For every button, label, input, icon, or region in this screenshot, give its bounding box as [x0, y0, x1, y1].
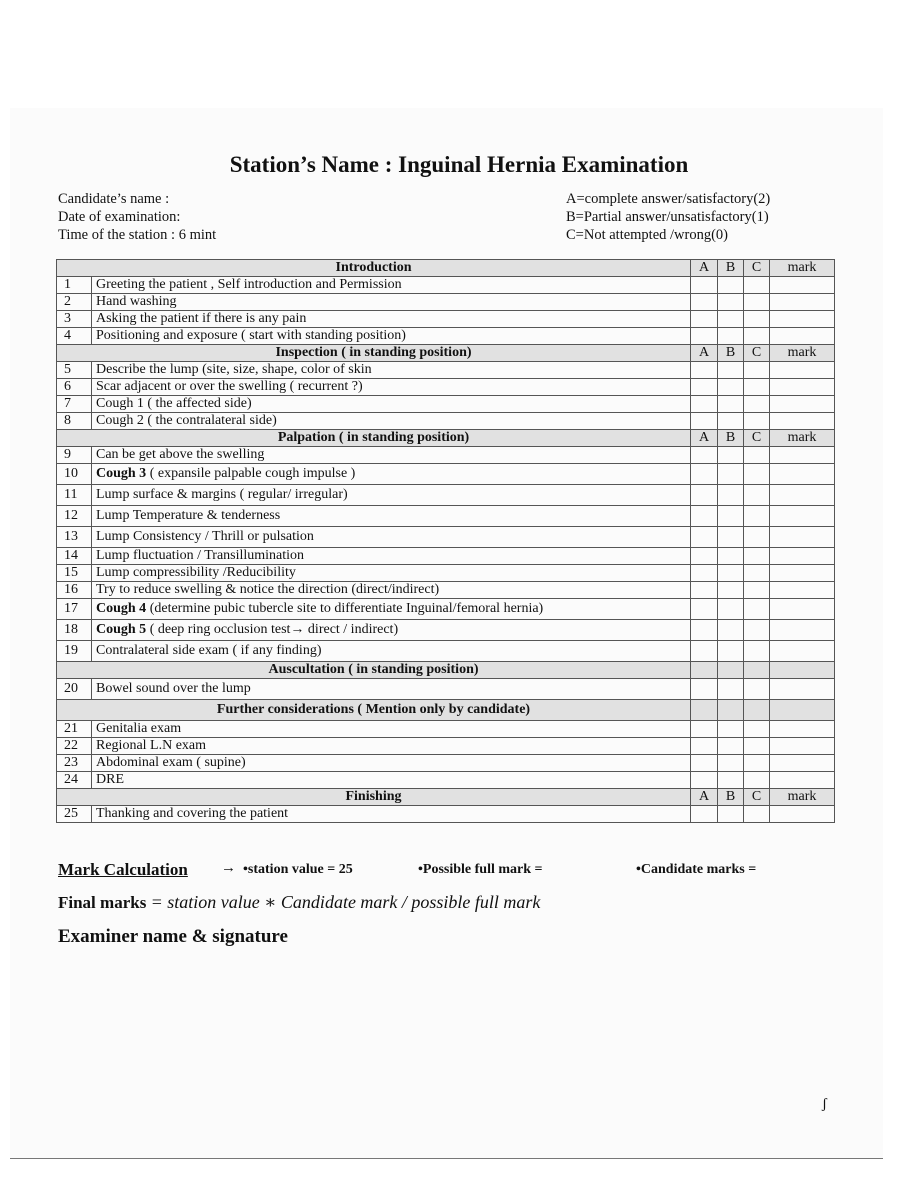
- cell-a[interactable]: [691, 413, 718, 430]
- cell-mark[interactable]: [770, 379, 835, 396]
- table-row: [57, 738, 835, 755]
- cell-mark[interactable]: [770, 311, 835, 328]
- grading-legend: [566, 190, 770, 244]
- cell-c[interactable]: [744, 485, 770, 506]
- cell-c[interactable]: [744, 413, 770, 430]
- col-c-header: C: [744, 430, 770, 447]
- cell-mark[interactable]: [770, 362, 835, 379]
- col-mark-header: mark: [770, 260, 835, 277]
- item-number: 23: [57, 755, 92, 772]
- item-number: 9: [57, 447, 92, 464]
- page-title: Station’s Name : Inguinal Hernia Examination: [229, 152, 689, 177]
- col-a-header: A: [691, 430, 718, 447]
- cell-b[interactable]: [718, 328, 744, 345]
- table-row: [57, 396, 835, 413]
- cell-b[interactable]: [718, 464, 744, 485]
- cell-c[interactable]: [744, 679, 770, 700]
- table-row: [57, 582, 835, 599]
- cell-a[interactable]: [691, 806, 718, 823]
- cell-c[interactable]: [744, 582, 770, 599]
- section-title: Further considerations ( Mention only by candidate): [57, 700, 691, 721]
- item-text: Cough 2 ( the contralateral side): [92, 413, 691, 430]
- cell-c[interactable]: [744, 277, 770, 294]
- table-row: [57, 328, 835, 345]
- cell-a[interactable]: [691, 527, 718, 548]
- item-text: Positioning and exposure ( start with standing position): [92, 328, 691, 345]
- table-row: [57, 527, 835, 548]
- item-text: [92, 464, 691, 485]
- cell-b[interactable]: [718, 379, 744, 396]
- cell-mark[interactable]: [770, 721, 835, 738]
- item-number: 18: [57, 620, 92, 641]
- section-header-auscultation: [57, 662, 835, 679]
- section-header-further: [57, 700, 835, 721]
- cell-a[interactable]: [691, 485, 718, 506]
- item-number: 15: [57, 565, 92, 582]
- item-text: Scar adjacent or over the swelling ( recurrent ?): [92, 379, 691, 396]
- legend-a: A=complete answer/satisfactory(2): [566, 191, 771, 207]
- col-b-header: [718, 662, 744, 679]
- cell-a[interactable]: [691, 362, 718, 379]
- item-text: Thanking and covering the patient: [92, 806, 691, 823]
- item-bold-text: Cough 4: [96, 601, 147, 616]
- item-text: Genitalia exam: [92, 721, 691, 738]
- item-text: Greeting the patient , Self introduction and Permission: [92, 277, 691, 294]
- cell-b[interactable]: [718, 772, 744, 789]
- item-number: 11: [57, 485, 92, 506]
- exam-date-label: Date of examination:: [58, 209, 181, 225]
- item-number: 5: [57, 362, 92, 379]
- cell-b[interactable]: [718, 620, 744, 641]
- cell-c[interactable]: [744, 721, 770, 738]
- cell-b[interactable]: [718, 679, 744, 700]
- cell-b[interactable]: [718, 641, 744, 662]
- item-number: 3: [57, 311, 92, 328]
- item-rest-text: (determine pubic tubercle site to differentiate Inguinal/femoral hernia): [146, 601, 544, 616]
- cell-c[interactable]: [744, 464, 770, 485]
- cell-b[interactable]: [718, 447, 744, 464]
- cell-mark[interactable]: [770, 582, 835, 599]
- cell-c[interactable]: [744, 641, 770, 662]
- cell-b[interactable]: [718, 294, 744, 311]
- col-b-header: B: [718, 345, 744, 362]
- exam-checklist-table: [56, 259, 835, 823]
- examiner-signature-label: Examiner name & signature: [58, 926, 288, 947]
- cell-mark[interactable]: [770, 277, 835, 294]
- item-text: Bowel sound over the lump: [92, 679, 691, 700]
- candidate-marks: •Candidate marks =: [636, 862, 757, 877]
- item-text: Lump fluctuation / Transillumination: [92, 548, 691, 565]
- item-number: 10: [57, 464, 92, 485]
- cell-a[interactable]: [691, 447, 718, 464]
- cell-b[interactable]: [718, 721, 744, 738]
- cell-b[interactable]: [718, 506, 744, 527]
- cell-mark[interactable]: [770, 485, 835, 506]
- cell-mark[interactable]: [770, 679, 835, 700]
- section-title: Introduction: [57, 260, 691, 277]
- cell-mark[interactable]: [770, 328, 835, 345]
- cell-a[interactable]: [691, 379, 718, 396]
- table-row: [57, 447, 835, 464]
- cell-c[interactable]: [744, 620, 770, 641]
- cell-c[interactable]: [744, 599, 770, 620]
- section-header-finishing: [57, 789, 835, 806]
- col-mark-header: mark: [770, 789, 835, 806]
- section-title: Inspection ( in standing position): [57, 345, 691, 362]
- cell-a[interactable]: [691, 506, 718, 527]
- col-mark-header: mark: [770, 345, 835, 362]
- item-number: 16: [57, 582, 92, 599]
- item-text: Hand washing: [92, 294, 691, 311]
- item-number: 1: [57, 277, 92, 294]
- possible-full-mark: •Possible full mark =: [418, 862, 543, 877]
- table-row: [57, 641, 835, 662]
- table-row: [57, 679, 835, 700]
- col-b-header: [718, 700, 744, 721]
- item-number: 13: [57, 527, 92, 548]
- cell-mark[interactable]: [770, 396, 835, 413]
- table-row: [57, 464, 835, 485]
- table-row: [57, 413, 835, 430]
- cell-a[interactable]: [691, 679, 718, 700]
- item-bold-text: Cough 5: [96, 622, 147, 637]
- cell-b[interactable]: [718, 277, 744, 294]
- item-text: Cough 1 ( the affected side): [92, 396, 691, 413]
- cell-c[interactable]: [744, 328, 770, 345]
- cell-mark[interactable]: [770, 294, 835, 311]
- cell-c[interactable]: [744, 447, 770, 464]
- item-number: 14: [57, 548, 92, 565]
- col-c-header: [744, 700, 770, 721]
- legend-b: B=Partial answer/unsatisfactory(1): [566, 209, 769, 225]
- cell-a[interactable]: [691, 620, 718, 641]
- item-text: Lump Temperature & tenderness: [92, 506, 691, 527]
- table-row: [57, 806, 835, 823]
- item-number: 17: [57, 599, 92, 620]
- cell-a[interactable]: [691, 294, 718, 311]
- cell-b[interactable]: [718, 582, 744, 599]
- table-row: [57, 721, 835, 738]
- col-c-header: C: [744, 260, 770, 277]
- table-row: [57, 362, 835, 379]
- table-row: [57, 548, 835, 565]
- mark-calculation: [58, 860, 858, 882]
- cell-a[interactable]: [691, 582, 718, 599]
- cell-c[interactable]: [744, 806, 770, 823]
- col-a-header: A: [691, 345, 718, 362]
- cell-mark[interactable]: [770, 506, 835, 527]
- item-text: Contralateral side exam ( if any finding): [92, 641, 691, 662]
- table-row: [57, 755, 835, 772]
- item-text: Describe the lump (site, size, shape, color of skin: [92, 362, 691, 379]
- cell-a[interactable]: [691, 721, 718, 738]
- cell-b[interactable]: [718, 565, 744, 582]
- item-text: [92, 599, 691, 620]
- col-a-header: A: [691, 260, 718, 277]
- col-c-header: C: [744, 789, 770, 806]
- cell-mark[interactable]: [770, 599, 835, 620]
- item-number: 6: [57, 379, 92, 396]
- item-text: DRE: [92, 772, 691, 789]
- item-number: 8: [57, 413, 92, 430]
- section-header-inspection: [57, 345, 835, 362]
- table-row: [57, 379, 835, 396]
- cell-b[interactable]: [718, 527, 744, 548]
- cell-a[interactable]: [691, 311, 718, 328]
- cell-b[interactable]: [718, 738, 744, 755]
- item-bold-text: Cough 3: [96, 466, 147, 481]
- arrow-icon: →: [221, 860, 236, 876]
- cell-c[interactable]: [744, 294, 770, 311]
- col-b-header: B: [718, 789, 744, 806]
- cell-mark[interactable]: [770, 548, 835, 565]
- cell-mark[interactable]: [770, 413, 835, 430]
- item-rest-text: ( deep ring occlusion test→ direct / indirect): [146, 622, 399, 637]
- col-c-header: C: [744, 345, 770, 362]
- cell-mark[interactable]: [770, 527, 835, 548]
- section-header-palpation: [57, 430, 835, 447]
- col-mark-header: [770, 662, 835, 679]
- cell-b[interactable]: [718, 755, 744, 772]
- item-number: 22: [57, 738, 92, 755]
- item-number: 12: [57, 506, 92, 527]
- candidate-info: [58, 190, 216, 244]
- cell-a[interactable]: [691, 328, 718, 345]
- item-text: Abdominal exam ( supine): [92, 755, 691, 772]
- cell-b[interactable]: [718, 396, 744, 413]
- col-a-header: [691, 700, 718, 721]
- item-text: Can be get above the swelling: [92, 447, 691, 464]
- table-row: [57, 485, 835, 506]
- col-mark-header: [770, 700, 835, 721]
- legend-c: C=Not attempted /wrong(0): [566, 227, 729, 243]
- cell-a[interactable]: [691, 396, 718, 413]
- cell-b[interactable]: [718, 548, 744, 565]
- cell-a[interactable]: [691, 599, 718, 620]
- candidate-name-label: Candidate’s name :: [58, 191, 170, 207]
- table-row: [57, 772, 835, 789]
- col-b-header: B: [718, 260, 744, 277]
- cell-mark[interactable]: [770, 806, 835, 823]
- col-a-header: A: [691, 789, 718, 806]
- cell-a[interactable]: [691, 641, 718, 662]
- mark-calculation-label: Mark Calculation: [58, 860, 188, 879]
- cell-c[interactable]: [744, 738, 770, 755]
- cell-b[interactable]: [718, 806, 744, 823]
- item-text: Regional L.N exam: [92, 738, 691, 755]
- cell-c[interactable]: [744, 565, 770, 582]
- cell-mark[interactable]: [770, 772, 835, 789]
- cell-mark[interactable]: [770, 738, 835, 755]
- item-number: 21: [57, 721, 92, 738]
- item-text: [92, 620, 691, 641]
- cell-a[interactable]: [691, 548, 718, 565]
- divider: [10, 1158, 883, 1159]
- item-number: 24: [57, 772, 92, 789]
- item-text: Asking the patient if there is any pain: [92, 311, 691, 328]
- item-number: 20: [57, 679, 92, 700]
- cell-c[interactable]: [744, 772, 770, 789]
- table-row: [57, 311, 835, 328]
- page-number: ʃ: [822, 1096, 827, 1112]
- cell-c[interactable]: [744, 396, 770, 413]
- section-title: Finishing: [57, 789, 691, 806]
- cell-mark[interactable]: [770, 464, 835, 485]
- final-marks-expression: = station value ∗ Candidate mark / possible full mark: [150, 892, 541, 912]
- station-time-label: Time of the station : 6 mint: [58, 227, 217, 243]
- cell-c[interactable]: [744, 311, 770, 328]
- col-c-header: [744, 662, 770, 679]
- section-title: Palpation ( in standing position): [57, 430, 691, 447]
- item-number: 4: [57, 328, 92, 345]
- item-number: 25: [57, 806, 92, 823]
- cell-a[interactable]: [691, 755, 718, 772]
- table-row: [57, 565, 835, 582]
- cell-mark[interactable]: [770, 565, 835, 582]
- col-mark-header: mark: [770, 430, 835, 447]
- final-marks-label: Final marks: [58, 893, 147, 912]
- cell-b[interactable]: [718, 311, 744, 328]
- cell-c[interactable]: [744, 527, 770, 548]
- item-text: Lump Consistency / Thrill or pulsation: [92, 527, 691, 548]
- table-row: [57, 620, 835, 641]
- cell-mark[interactable]: [770, 641, 835, 662]
- final-marks-formula: [58, 892, 540, 913]
- section-header-introduction: [57, 260, 835, 277]
- cell-b[interactable]: [718, 362, 744, 379]
- item-number: 19: [57, 641, 92, 662]
- table-row: [57, 294, 835, 311]
- item-number: 7: [57, 396, 92, 413]
- table-row: [57, 599, 835, 620]
- cell-mark[interactable]: [770, 447, 835, 464]
- item-text: Lump compressibility /Reducibility: [92, 565, 691, 582]
- cell-a[interactable]: [691, 277, 718, 294]
- cell-a[interactable]: [691, 464, 718, 485]
- cell-a[interactable]: [691, 772, 718, 789]
- cell-c[interactable]: [744, 379, 770, 396]
- cell-a[interactable]: [691, 565, 718, 582]
- col-b-header: B: [718, 430, 744, 447]
- cell-c[interactable]: [744, 548, 770, 565]
- item-rest-text: ( expansile palpable cough impulse ): [146, 466, 356, 481]
- cell-c[interactable]: [744, 755, 770, 772]
- cell-b[interactable]: [718, 413, 744, 430]
- station-value: •station value = 25: [243, 862, 353, 877]
- cell-b[interactable]: [718, 485, 744, 506]
- table-row: [57, 506, 835, 527]
- item-text: Lump surface & margins ( regular/ irregular): [92, 485, 691, 506]
- item-number: 2: [57, 294, 92, 311]
- cell-mark[interactable]: [770, 755, 835, 772]
- cell-a[interactable]: [691, 738, 718, 755]
- table-row: [57, 277, 835, 294]
- cell-c[interactable]: [744, 506, 770, 527]
- cell-mark[interactable]: [770, 620, 835, 641]
- col-a-header: [691, 662, 718, 679]
- cell-c[interactable]: [744, 362, 770, 379]
- section-title: Auscultation ( in standing position): [57, 662, 691, 679]
- cell-b[interactable]: [718, 599, 744, 620]
- item-text: Try to reduce swelling & notice the direction (direct/indirect): [92, 582, 691, 599]
